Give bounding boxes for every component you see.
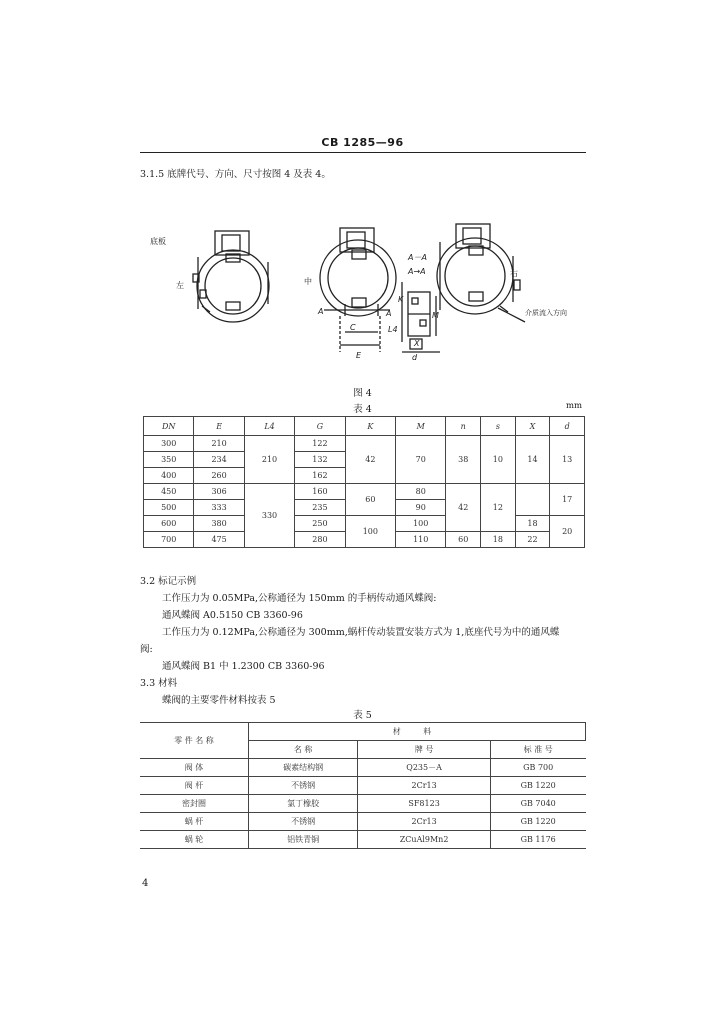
cell-part: 蜗 轮 <box>140 831 249 849</box>
cell-e: 380 <box>194 516 244 532</box>
th-standard: 标 准 号 <box>490 741 585 759</box>
cell-e: 475 <box>194 532 244 548</box>
table-row <box>140 831 586 849</box>
label-middle: 中 <box>304 277 312 286</box>
cell-m: 100 <box>396 516 446 532</box>
label-k: K <box>398 295 404 304</box>
section-3-2-p2-line1: 工作压力为 0.12MPa,公称通径为 300mm,蜗杆传动装置安装方式为 1,底座代号为中的通风蝶 <box>162 627 560 638</box>
th-part-name: 零 件 名 称 <box>140 723 249 759</box>
label-d: d <box>412 353 418 362</box>
table-row <box>144 516 585 532</box>
table-row <box>140 777 586 795</box>
cell-e: 260 <box>194 468 244 484</box>
page-number: 4 <box>142 878 149 889</box>
document-code: CB 1285—96 <box>321 136 404 149</box>
label-right: 右 <box>510 269 518 278</box>
cell-dn: 400 <box>144 468 194 484</box>
marking-example-1: 通风蝶阀 A0.5150 CB 3360-96 <box>162 610 303 621</box>
cell-grade: 2Cr13 <box>358 777 491 795</box>
cell-standard: GB 1176 <box>490 831 585 849</box>
cell-part: 蜗 杆 <box>140 813 249 831</box>
label-l4: L4 <box>388 325 398 334</box>
cell-material: 碳素结构钢 <box>249 759 358 777</box>
middle-valve-drawing <box>320 228 396 352</box>
cell-standard: GB 1220 <box>490 813 585 831</box>
th-k: K <box>345 417 395 436</box>
cell-e: 234 <box>194 452 244 468</box>
cell-m: 80 <box>396 484 446 500</box>
cell-x <box>515 484 550 516</box>
cell-grade: ZCuAl9Mn2 <box>358 831 491 849</box>
cell-n: 42 <box>446 484 481 532</box>
cell-k: 42 <box>345 436 395 484</box>
label-view-aa: A→A <box>408 267 426 276</box>
label-x: X <box>414 339 420 348</box>
cell-dn: 350 <box>144 452 194 468</box>
th-material-name: 名 称 <box>249 741 358 759</box>
table-row <box>144 436 585 452</box>
table-row <box>144 484 585 500</box>
label-left: 左 <box>176 281 184 290</box>
figure-4-drawing <box>140 212 586 382</box>
cell-standard: GB 1220 <box>490 777 585 795</box>
cell-dn: 600 <box>144 516 194 532</box>
cell-standard: GB 7040 <box>490 795 585 813</box>
table-5-header-row <box>140 723 586 741</box>
label-fa-lan: 底板 <box>150 237 166 246</box>
cell-m: 70 <box>396 436 446 484</box>
cell-dn: 700 <box>144 532 194 548</box>
th-n: n <box>446 417 481 436</box>
th-material-grade: 牌 号 <box>358 741 491 759</box>
cell-n: 38 <box>446 436 481 484</box>
section-3-2-p1: 工作压力为 0.05MPa,公称通径为 150mm 的手柄传动通风蝶阀: <box>162 593 437 604</box>
table-5 <box>140 722 586 849</box>
th-material: 材 料 <box>249 723 586 741</box>
th-g: G <box>295 417 345 436</box>
th-e: E <box>194 417 244 436</box>
cell-x: 18 <box>515 516 550 532</box>
th-x: X <box>515 417 550 436</box>
cell-n: 60 <box>446 532 481 548</box>
cell-grade: SF8123 <box>358 795 491 813</box>
table-row <box>140 813 586 831</box>
cell-s: 10 <box>481 436 516 484</box>
cell-s: 18 <box>481 532 516 548</box>
table-4-unit: mm <box>566 401 583 411</box>
cell-x: 22 <box>515 532 550 548</box>
header-rule <box>140 152 586 153</box>
cell-dn: 300 <box>144 436 194 452</box>
label-e: E <box>356 351 362 360</box>
cell-g: 280 <box>295 532 345 548</box>
marking-example-2: 通风蝶阀 B1 中 1.2300 CB 3360-96 <box>162 661 325 672</box>
cell-part: 密封圈 <box>140 795 249 813</box>
label-flow-direction: 介质流入方向 <box>525 309 567 317</box>
table-row <box>140 759 586 777</box>
section-3-3-heading: 3.3 材料 <box>140 678 178 689</box>
cell-part: 阀 杆 <box>140 777 249 795</box>
section-3-1-5: 3.1.5 底牌代号、方向、尺寸按图 4 及表 4。 <box>140 169 331 180</box>
cell-e: 306 <box>194 484 244 500</box>
cell-material: 铝铁青铜 <box>249 831 358 849</box>
cell-material: 不锈钢 <box>249 777 358 795</box>
section-3-2-p2-line2: 阀: <box>140 644 153 655</box>
label-c: C <box>350 323 356 332</box>
cell-d: 20 <box>550 516 585 548</box>
section-3-2-heading: 3.2 标记示例 <box>140 576 197 587</box>
table-4-header-row <box>144 417 585 436</box>
figure-4-caption: 图 4 <box>353 388 372 399</box>
cell-grade: 2Cr13 <box>358 813 491 831</box>
left-valve-drawing <box>193 231 269 322</box>
table-row <box>140 795 586 813</box>
cell-k: 60 <box>345 484 395 516</box>
cell-g: 250 <box>295 516 345 532</box>
cell-e: 210 <box>194 436 244 452</box>
th-d: d <box>550 417 585 436</box>
table-5-title: 表 5 <box>353 710 372 721</box>
label-section-aa: A－A <box>408 253 427 262</box>
cell-dn: 500 <box>144 500 194 516</box>
label-a-right: A <box>386 309 392 318</box>
label-a-left: A <box>318 307 324 316</box>
cell-g: 122 <box>295 436 345 452</box>
th-l4: L4 <box>244 417 294 436</box>
table-4-title: 表 4 <box>353 404 372 415</box>
th-m: M <box>396 417 446 436</box>
cell-material: 氯丁橡胶 <box>249 795 358 813</box>
cell-dn: 450 <box>144 484 194 500</box>
cell-m: 90 <box>396 500 446 516</box>
cell-x: 14 <box>515 436 550 484</box>
label-m: M <box>432 311 439 320</box>
section-3-3-p1: 蝶阀的主要零件材料按表 5 <box>162 695 276 706</box>
cell-g: 235 <box>295 500 345 516</box>
cell-d: 17 <box>550 484 585 516</box>
th-s: s <box>481 417 516 436</box>
cell-part: 阀 体 <box>140 759 249 777</box>
cell-l4: 330 <box>244 484 294 548</box>
cell-material: 不锈钢 <box>249 813 358 831</box>
cell-g: 162 <box>295 468 345 484</box>
cell-m: 110 <box>396 532 446 548</box>
cell-l4: 210 <box>244 436 294 484</box>
cell-grade: Q235－A <box>358 759 491 777</box>
figure-4 <box>140 212 586 382</box>
cell-e: 333 <box>194 500 244 516</box>
cell-g: 160 <box>295 484 345 500</box>
cell-d: 13 <box>550 436 585 484</box>
cell-s: 12 <box>481 484 516 532</box>
cell-standard: GB 700 <box>490 759 585 777</box>
th-dn: DN <box>144 417 194 436</box>
cell-g: 132 <box>295 452 345 468</box>
cell-k: 100 <box>345 516 395 548</box>
table-4 <box>143 416 585 548</box>
